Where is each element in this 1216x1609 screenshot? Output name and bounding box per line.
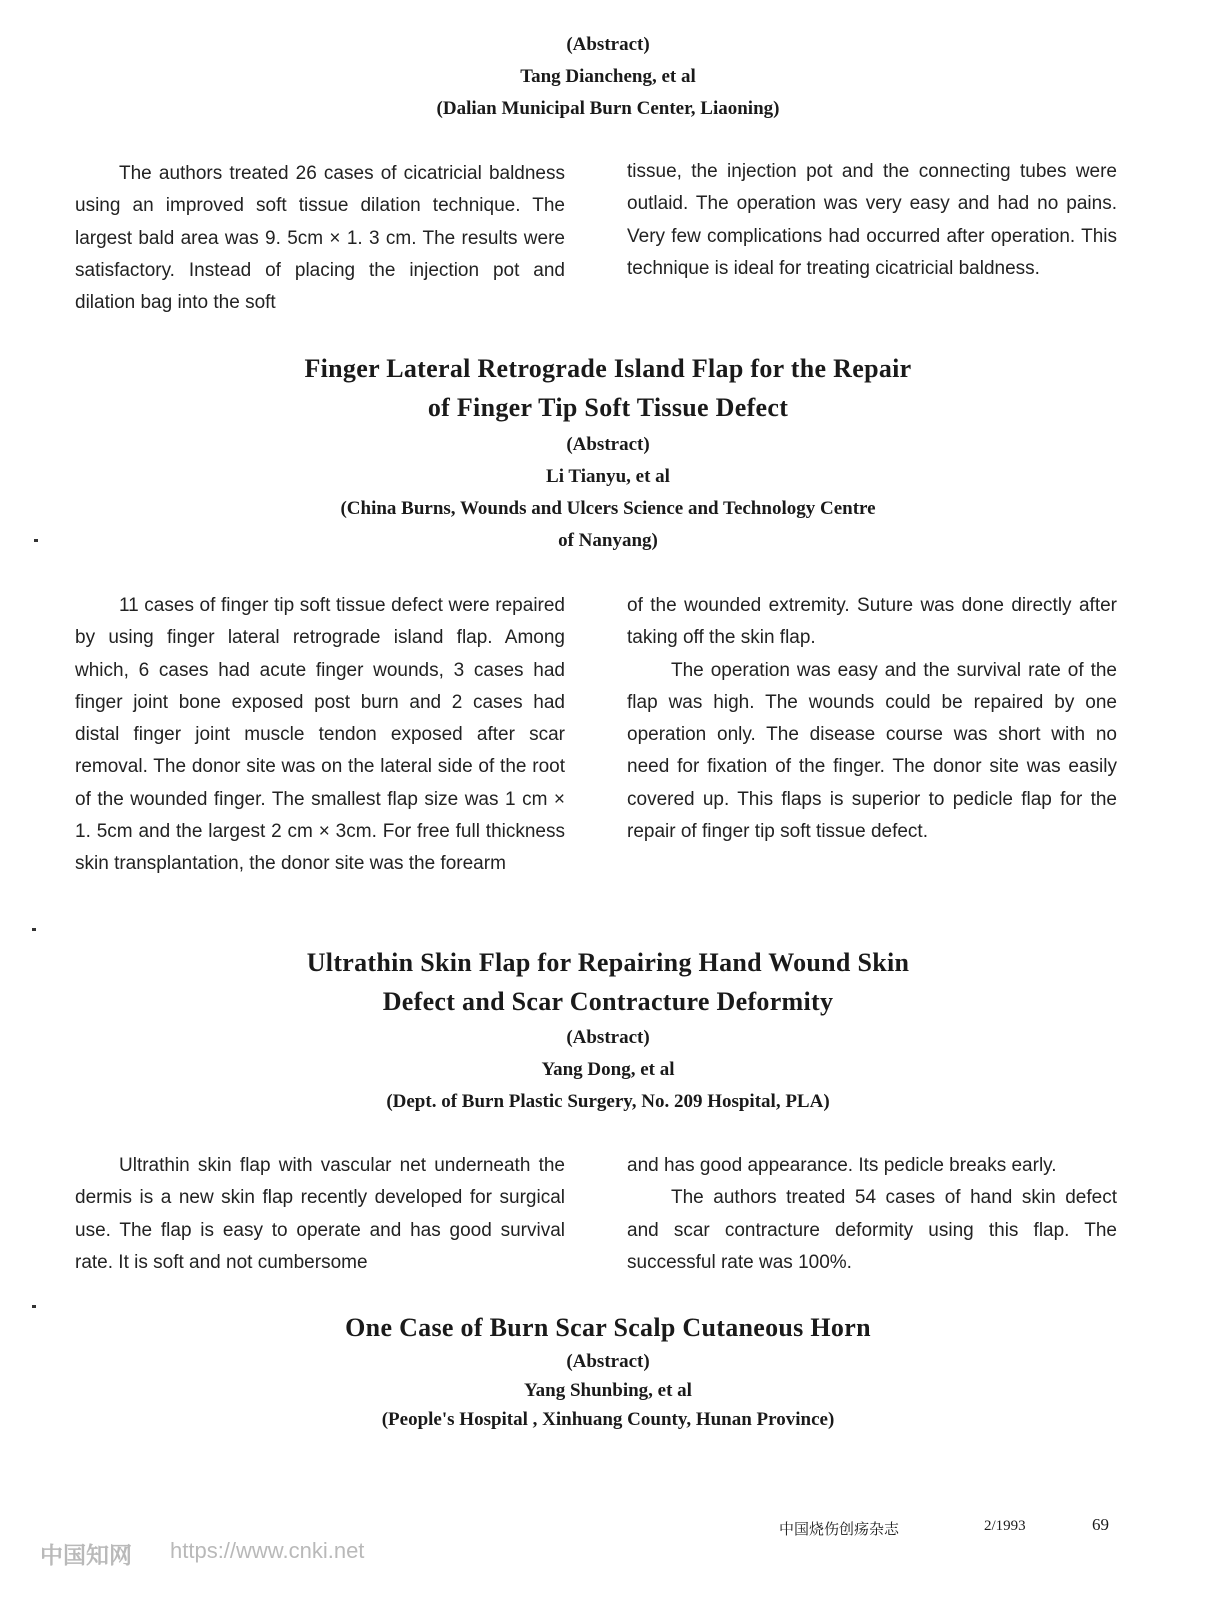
article-2-left-column <box>75 590 565 881</box>
abstract-1-right-text: tissue, the injection pot and the connecting tubes were outlaid. The operation was very easy and had no pains. Very few complications had occurred after operation. This technique is ideal for treating cicatricial baldness. <box>627 161 1117 279</box>
abstract-1-left-text: The authors treated 26 cases of cicatricial baldness using an improved soft tissue dilation technique. The largest bald area was 9. 5cm × 1. 3 cm. The results were satisfactory. Instead of placing the injection pot and dilation bag into the soft <box>75 163 565 314</box>
page-number: 69 <box>1092 1515 1109 1534</box>
abstract-label-1: (Abstract) <box>566 34 650 55</box>
article-2-right-paragraph-1: of the wounded extremity. Suture was done directly after taking off the skin flap. <box>627 595 1117 649</box>
article-3-title-line-1: Ultrathin Skin Flap for Repairing Hand Wound Skin <box>306 948 910 977</box>
cnki-watermark-logo: 中国知网 <box>40 1543 132 1569</box>
affiliation-line-2b: of Nanyang) <box>558 530 658 551</box>
affiliation-line-4: (People's Hospital , Xinhuang County, Hunan Province) <box>381 1409 835 1430</box>
journal-name: 中国烧伤创疡杂志 <box>779 1520 900 1538</box>
article-3-right-paragraph-2: The authors treated 54 cases of hand skin defect and scar contracture deformity using this flap. The successful rate was 100%. <box>627 1187 1117 1273</box>
scan-speck <box>32 928 36 931</box>
article-2-right-paragraph-2: The operation was easy and the survival rate of the flap was high. The wounds could be repaired by one operation only. The disease course was short with no need for fixation of the finger. The donor site was easily covered up. This flaps is superior to pedicle flap for the repair of finger tip soft tissue defect. <box>627 659 1117 843</box>
article-2-title-line-2: of Finger Tip Soft Tissue Defect <box>427 393 789 422</box>
issue-number: 2/1993 <box>984 1518 1026 1534</box>
article-3-right-column <box>627 1150 1117 1279</box>
article-2-left-text: 11 cases of finger tip soft tissue defect were repaired by using finger lateral retrograde island flap. Among which, 6 cases had acute finger wounds, 3 cases had finger joint bone exposed post burn and 2 cases had distal finger joint muscle tendon exposed after scar removal. The donor site was on the lateral side of the root of the wounded finger. The smallest flap size was 1 cm × 1. 5cm and the largest 2 cm × 3cm. For free full thickness skin transplantation, the donor site was the forearm <box>75 595 565 875</box>
article-3-left-text: Ultrathin skin flap with vascular net underneath the dermis is a new skin flap recently developed for surgical use. The flap is easy to operate and has good survival rate. It is soft and not cumbersome <box>75 1155 565 1273</box>
scan-speck <box>32 1305 36 1308</box>
affiliation-line-1: (Dalian Municipal Burn Center, Liaoning) <box>436 98 780 119</box>
abstract-1-left-column <box>75 158 565 319</box>
article-2-title-line-1: Finger Lateral Retrograde Island Flap for the Repair <box>304 354 912 383</box>
article-3-right-paragraph-1: and has good appearance. Its pedicle breaks early. <box>627 1155 1057 1176</box>
author-line-4: Yang Shunbing, et al <box>524 1380 692 1401</box>
author-line-2: Li Tianyu, et al <box>546 466 670 487</box>
abstract-1-right-column <box>627 156 1117 285</box>
scan-speck <box>34 539 38 542</box>
article-2-right-column <box>627 590 1117 848</box>
author-line-1: Tang Diancheng, et al <box>520 66 696 87</box>
article-3-title-line-2: Defect and Scar Contracture Deformity <box>382 987 834 1016</box>
affiliation-line-2a: (China Burns, Wounds and Ulcers Science and Technology Centre <box>340 498 876 519</box>
abstract-label-3: (Abstract) <box>566 1027 650 1048</box>
article-3-left-column <box>75 1150 565 1279</box>
affiliation-line-3: (Dept. of Burn Plastic Surgery, No. 209 Hospital, PLA) <box>386 1091 830 1112</box>
abstract-label-2: (Abstract) <box>566 434 650 455</box>
article-4-title: One Case of Burn Scar Scalp Cutaneous Horn <box>345 1313 871 1342</box>
abstract-label-4: (Abstract) <box>566 1351 650 1372</box>
author-line-3: Yang Dong, et al <box>541 1059 675 1080</box>
cnki-watermark-url[interactable]: https://www.cnki.net <box>170 1538 365 1563</box>
